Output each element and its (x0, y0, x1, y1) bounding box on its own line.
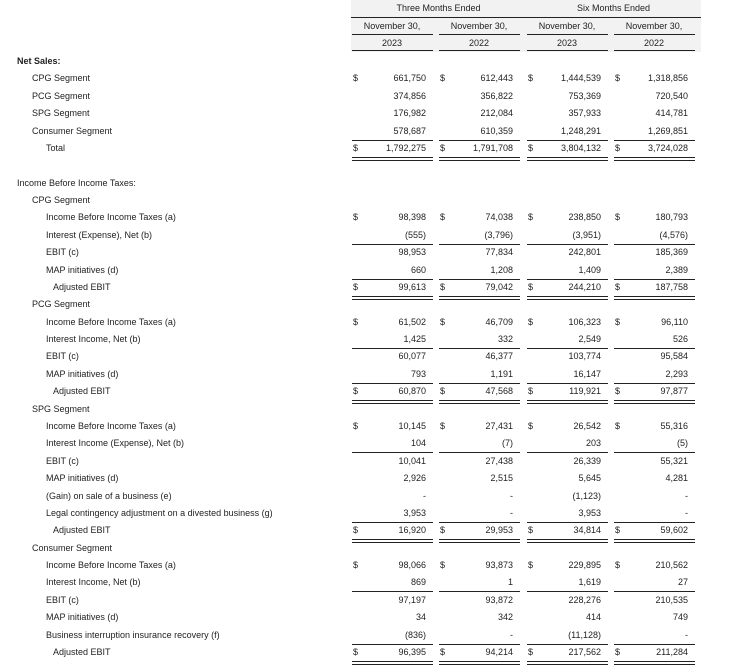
table-cell: 210,535 (655, 594, 688, 605)
table-cell: 3,804,132 (560, 142, 601, 153)
table-cell: 99,613 (398, 281, 426, 292)
subtotal-rule (527, 279, 608, 280)
row-label: Income Before Income Taxes: (17, 177, 136, 188)
header-rule (352, 34, 433, 35)
header-rule (351, 17, 526, 18)
dollar-sign: $ (440, 525, 446, 536)
table-cell: 3,953 (403, 507, 426, 518)
table-cell: (3,796) (484, 229, 513, 240)
row-label: Income Before Income Taxes (a) (46, 316, 176, 327)
dollar-sign: $ (528, 386, 534, 397)
subtotal-rule (527, 591, 608, 592)
dollar-sign: $ (353, 281, 359, 292)
row-label: EBIT (c) (46, 351, 79, 362)
dollar-sign: $ (353, 646, 359, 657)
table-cell: - (510, 507, 513, 518)
dollar-sign: $ (528, 525, 534, 536)
row-label: PCG Segment (32, 90, 91, 101)
header-date: November 30, (363, 21, 421, 31)
row-label: Consumer Segment (32, 125, 113, 136)
header-date: November 30, (625, 21, 683, 31)
table-cell: 27,438 (485, 455, 513, 466)
table-cell: 97,197 (398, 594, 426, 605)
row-label: MAP initiatives (d) (46, 612, 119, 623)
table-cell: 27 (677, 577, 688, 588)
table-cell: 10,145 (398, 420, 426, 431)
header-three-months: Three Months Ended (396, 3, 481, 13)
table-cell: 1,792,275 (385, 142, 426, 153)
subtotal-rule (527, 348, 608, 349)
row-label: Total (46, 142, 66, 153)
total-rule (527, 296, 608, 300)
total-rule (352, 661, 433, 665)
subtotal-rule (439, 452, 520, 453)
row-label: MAP initiatives (d) (46, 264, 119, 275)
table-cell: 94,214 (485, 646, 513, 657)
table-cell: 60,077 (398, 351, 426, 362)
table-cell: 98,066 (398, 560, 426, 571)
dollar-sign: $ (353, 420, 359, 431)
table-cell: (836) (404, 629, 426, 640)
table-cell: 661,750 (393, 73, 426, 84)
table-cell: 77,834 (485, 247, 513, 258)
header-date: November 30, (538, 21, 596, 31)
dollar-sign: $ (615, 560, 621, 571)
table-cell: 212,084 (480, 108, 513, 119)
subtotal-rule (527, 644, 608, 645)
header-rule (614, 34, 695, 35)
table-cell: 2,293 (665, 368, 688, 379)
table-cell: 46,709 (485, 316, 513, 327)
subtotal-rule (439, 591, 520, 592)
table-cell: 1,248,291 (560, 125, 601, 136)
table-cell: 1,269,851 (647, 125, 688, 136)
total-rule (614, 157, 695, 161)
table-cell: 93,873 (485, 560, 513, 571)
table-cell: 2,389 (665, 264, 688, 275)
table-cell: 211,284 (656, 646, 688, 657)
table-cell: 244,210 (568, 281, 601, 292)
table-cell: 185,369 (655, 247, 688, 258)
table-cell: 1,425 (403, 334, 426, 345)
subtotal-rule (439, 644, 520, 645)
row-label: MAP initiatives (d) (46, 368, 119, 379)
table-cell: 34 (415, 612, 426, 623)
row-label: Income Before Income Taxes (a) (46, 560, 176, 571)
subtotal-rule (614, 452, 695, 453)
subtotal-rule (352, 244, 433, 245)
table-cell: 3,724,028 (647, 142, 688, 153)
header-year: 2022 (468, 38, 490, 48)
subtotal-rule (439, 383, 520, 384)
row-label: Adjusted EBIT (53, 646, 111, 657)
row-label: Interest Income, Net (b) (46, 334, 141, 345)
row-label: CPG Segment (32, 73, 91, 84)
table-cell: 176,982 (393, 108, 426, 119)
row-label: EBIT (c) (46, 455, 79, 466)
row-label: EBIT (c) (46, 594, 79, 605)
subtotal-rule (439, 279, 520, 280)
subtotal-rule (352, 279, 433, 280)
row-label: Consumer Segment (32, 542, 113, 553)
dollar-sign: $ (528, 281, 534, 292)
table-cell: 74,038 (485, 212, 513, 223)
table-cell: 93,872 (485, 594, 513, 605)
table-cell: 720,540 (655, 90, 688, 101)
table-cell: 1,444,539 (560, 73, 601, 84)
subtotal-rule (439, 348, 520, 349)
dollar-sign: $ (440, 386, 446, 397)
row-label: (Gain) on sale of a business (e) (46, 490, 172, 501)
dollar-sign: $ (528, 420, 534, 431)
dollar-sign: $ (528, 646, 534, 657)
table-cell: 5,645 (578, 473, 601, 484)
table-cell: 1,409 (578, 264, 601, 275)
table-cell: 1,619 (578, 577, 601, 588)
dollar-sign: $ (528, 560, 534, 571)
table-cell: 242,801 (568, 247, 601, 258)
total-rule (527, 400, 608, 404)
subtotal-rule (352, 383, 433, 384)
table-cell: 356,822 (480, 90, 513, 101)
dollar-sign: $ (440, 142, 446, 153)
dollar-sign: $ (528, 142, 534, 153)
dollar-sign: $ (353, 525, 359, 536)
table-cell: 210,562 (655, 560, 688, 571)
dollar-sign: $ (440, 316, 446, 327)
table-cell: 414 (585, 612, 601, 623)
table-cell: 357,933 (568, 108, 601, 119)
table-cell: 1,208 (490, 264, 513, 275)
table-cell: 29,953 (485, 525, 513, 536)
subtotal-rule (352, 140, 433, 141)
header-rule (352, 50, 433, 51)
dollar-sign: $ (440, 281, 446, 292)
header-rule (526, 17, 701, 18)
table-cell: 61,502 (398, 316, 426, 327)
table-cell: 103,774 (568, 351, 601, 362)
table-cell: 2,926 (403, 473, 426, 484)
table-cell: 660 (410, 264, 426, 275)
total-rule (352, 296, 433, 300)
table-cell: 187,758 (655, 281, 688, 292)
table-cell: 374,856 (393, 90, 426, 101)
row-label: Legal contingency adjustment on a divested business (g) (46, 507, 273, 518)
header-rule (527, 50, 608, 51)
table-cell: (555) (404, 229, 426, 240)
table-cell: 26,542 (573, 420, 601, 431)
table-cell: 749 (672, 612, 688, 623)
total-rule (352, 157, 433, 161)
row-label: Interest Income, Net (b) (46, 577, 141, 588)
table-cell: 4,281 (665, 473, 688, 484)
table-cell: 238,850 (568, 212, 601, 223)
subtotal-rule (352, 348, 433, 349)
dollar-sign: $ (353, 142, 359, 153)
table-cell: 60,870 (398, 386, 426, 397)
table-cell: 47,568 (485, 386, 513, 397)
row-label: SPG Segment (32, 403, 90, 414)
row-label: EBIT (c) (46, 247, 79, 258)
table-cell: 217,562 (568, 646, 601, 657)
row-label: Income Before Income Taxes (a) (46, 212, 176, 223)
subtotal-rule (527, 522, 608, 523)
dollar-sign: $ (615, 525, 621, 536)
row-label: Adjusted EBIT (53, 281, 111, 292)
total-rule (439, 157, 520, 161)
total-rule (614, 400, 695, 404)
total-rule (614, 296, 695, 300)
row-label: SPG Segment (32, 108, 90, 119)
table-cell: 26,339 (573, 455, 601, 466)
dollar-sign: $ (353, 560, 359, 571)
table-cell: - (423, 490, 426, 501)
table-cell: 96,395 (398, 646, 426, 657)
dollar-sign: $ (440, 646, 446, 657)
dollar-sign: $ (615, 73, 621, 84)
table-cell: - (510, 490, 513, 501)
table-cell: 55,321 (660, 455, 688, 466)
total-rule (439, 400, 520, 404)
row-label: Business interruption insurance recovery (f) (46, 629, 220, 640)
header-six-months: Six Months Ended (576, 3, 651, 13)
table-cell: 610,359 (480, 125, 513, 136)
subtotal-rule (527, 140, 608, 141)
table-cell: - (685, 490, 688, 501)
row-label: Interest Income (Expense), Net (b) (46, 438, 185, 449)
table-cell: (3,951) (572, 229, 601, 240)
subtotal-rule (614, 591, 695, 592)
table-cell: 1,191 (490, 368, 513, 379)
row-label: Interest (Expense), Net (b) (46, 229, 153, 240)
subtotal-rule (352, 591, 433, 592)
table-cell: 2,549 (578, 334, 601, 345)
table-cell: (7) (502, 438, 513, 449)
total-rule (439, 539, 520, 543)
table-cell: 1,318,856 (647, 73, 688, 84)
header-year: 2022 (643, 38, 665, 48)
total-rule (527, 157, 608, 161)
dollar-sign: $ (353, 386, 359, 397)
table-cell: 228,276 (568, 594, 601, 605)
table-cell: 34,814 (573, 525, 601, 536)
subtotal-rule (352, 644, 433, 645)
dollar-sign: $ (615, 212, 621, 223)
dollar-sign: $ (615, 646, 621, 657)
header-year: 2023 (556, 38, 578, 48)
dollar-sign: $ (440, 212, 446, 223)
table-cell: 869 (410, 577, 426, 588)
dollar-sign: $ (528, 212, 534, 223)
table-cell: 1 (507, 577, 513, 588)
total-rule (352, 539, 433, 543)
subtotal-rule (614, 522, 695, 523)
table-cell: 59,602 (660, 525, 688, 536)
dollar-sign: $ (615, 316, 621, 327)
total-rule (352, 400, 433, 404)
total-rule (527, 661, 608, 665)
table-cell: 119,921 (569, 386, 601, 397)
table-cell: 79,042 (485, 281, 513, 292)
table-cell: 97,877 (660, 386, 688, 397)
table-cell: 104 (410, 438, 426, 449)
table-cell: 2,515 (490, 473, 513, 484)
subtotal-rule (614, 644, 695, 645)
row-label: MAP initiatives (d) (46, 473, 119, 484)
subtotal-rule (439, 140, 520, 141)
table-cell: 578,687 (393, 125, 426, 136)
table-cell: 753,369 (568, 90, 601, 101)
table-cell: 16,147 (573, 368, 601, 379)
subtotal-rule (614, 348, 695, 349)
table-cell: (5) (677, 438, 688, 449)
dollar-sign: $ (440, 560, 446, 571)
subtotal-rule (439, 244, 520, 245)
total-rule (439, 296, 520, 300)
dollar-sign: $ (615, 142, 621, 153)
table-cell: 98,398 (398, 212, 426, 223)
row-label: Net Sales: (17, 56, 61, 66)
header-rule (439, 50, 520, 51)
subtotal-rule (352, 452, 433, 453)
dollar-sign: $ (353, 212, 359, 223)
dollar-sign: $ (440, 73, 446, 84)
table-cell: (11,128) (568, 629, 601, 640)
dollar-sign: $ (528, 73, 534, 84)
table-cell: 16,920 (398, 525, 426, 536)
subtotal-rule (352, 522, 433, 523)
table-cell: (1,123) (572, 490, 601, 501)
table-cell: 27,431 (485, 420, 513, 431)
total-rule (614, 539, 695, 543)
header-year: 2023 (381, 38, 403, 48)
subtotal-rule (439, 522, 520, 523)
table-cell: 203 (585, 438, 601, 449)
row-label: PCG Segment (32, 299, 91, 310)
dollar-sign: $ (528, 316, 534, 327)
total-rule (614, 661, 695, 665)
subtotal-rule (527, 383, 608, 384)
header-date: November 30, (450, 21, 508, 31)
subtotal-rule (614, 383, 695, 384)
table-cell: 96,110 (661, 316, 688, 327)
row-label: CPG Segment (32, 195, 91, 206)
subtotal-rule (527, 452, 608, 453)
header-rule (439, 34, 520, 35)
table-cell: 3,953 (578, 507, 601, 518)
subtotal-rule (614, 140, 695, 141)
table-cell: 526 (672, 334, 688, 345)
subtotal-rule (527, 244, 608, 245)
row-label: Income Before Income Taxes (a) (46, 420, 176, 431)
row-label: Adjusted EBIT (53, 386, 111, 397)
header-rule (527, 34, 608, 35)
subtotal-rule (614, 244, 695, 245)
table-cell: 180,793 (655, 212, 688, 223)
table-cell: 106,323 (568, 316, 601, 327)
table-cell: 55,316 (660, 420, 688, 431)
table-cell: - (510, 629, 513, 640)
table-cell: 229,895 (568, 560, 601, 571)
table-cell: 612,443 (480, 73, 513, 84)
table-cell: - (685, 629, 688, 640)
table-cell: 98,953 (398, 247, 426, 258)
table-cell: 332 (497, 334, 513, 345)
table-cell: 10,041 (398, 455, 426, 466)
dollar-sign: $ (615, 281, 621, 292)
dollar-sign: $ (440, 420, 446, 431)
subtotal-rule (614, 279, 695, 280)
total-rule (527, 539, 608, 543)
table-cell: 95,584 (660, 351, 688, 362)
table-cell: 1,791,708 (472, 142, 513, 153)
dollar-sign: $ (353, 73, 359, 84)
header-rule (614, 50, 695, 51)
total-rule (439, 661, 520, 665)
table-cell: - (685, 507, 688, 518)
table-cell: 414,781 (655, 108, 688, 119)
table-cell: (4,576) (659, 229, 688, 240)
dollar-sign: $ (353, 316, 359, 327)
table-cell: 46,377 (485, 351, 513, 362)
dollar-sign: $ (615, 386, 621, 397)
table-cell: 793 (410, 368, 426, 379)
dollar-sign: $ (615, 420, 621, 431)
row-label: Adjusted EBIT (53, 525, 111, 536)
table-cell: 342 (497, 612, 513, 623)
